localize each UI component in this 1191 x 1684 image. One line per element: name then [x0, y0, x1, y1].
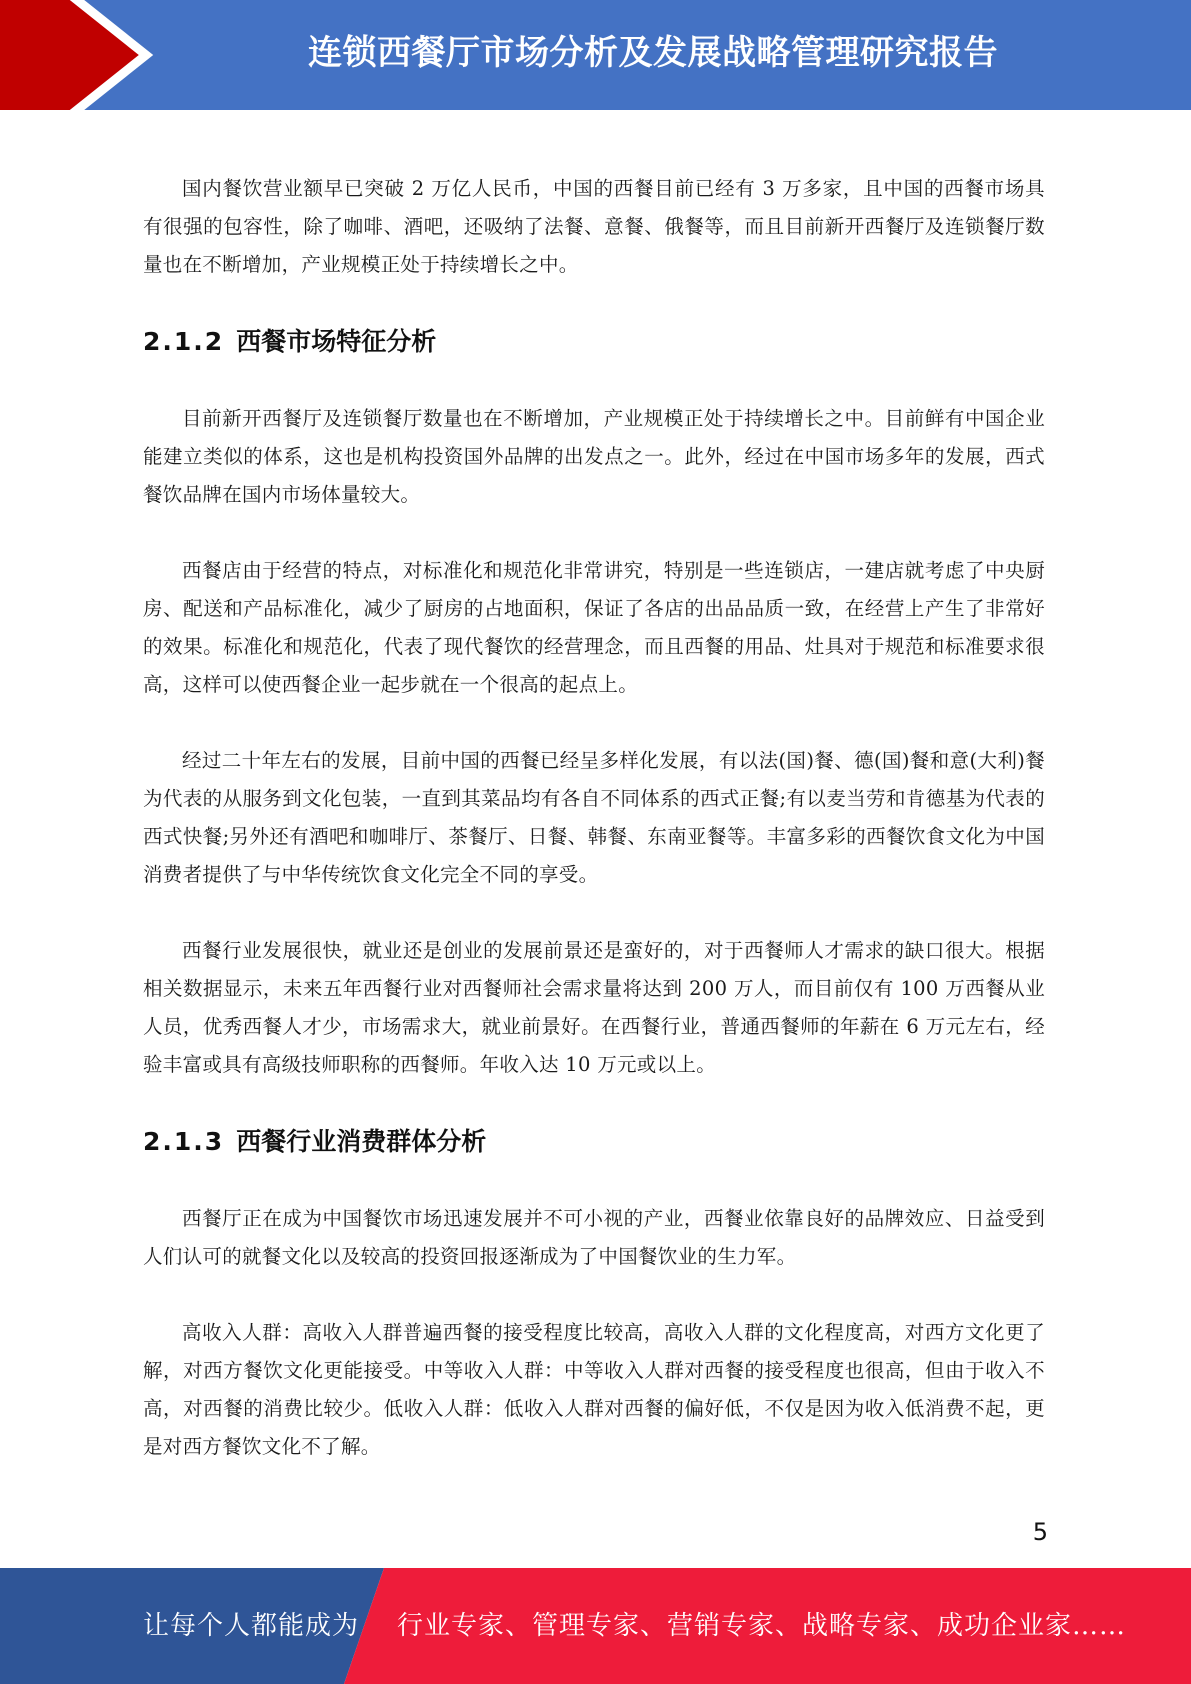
section-number: 2.1.3 — [143, 1127, 225, 1156]
page-header-band — [0, 0, 1191, 110]
report-title: 连锁西餐厅市场分析及发展战略管理研究报告 — [308, 33, 998, 73]
paragraph: 西餐行业发展很快，就业还是创业的发展前景还是蛮好的，对于西餐师人才需求的缺口很大。根据相关数据显示，未来五年西餐行业对西餐师社会需求量将达到 200 万人，而目前仅有 100 万西餐从业人员，优秀西餐人才少，市场需求大，就业前景好。在西餐行业，普通西餐师的年薪在 6 万元左右，经验丰富或具有高级技师职称的西餐师。年收入达 10 万元或以上。 — [143, 939, 1045, 1076]
section-heading-2-1-3 — [143, 1122, 1045, 1162]
page-footer-band — [0, 1568, 1191, 1684]
footer-slogan-left: 让每个人都能成为 — [143, 1611, 360, 1641]
intro-paragraph: 国内餐饮营业额早已突破 2 万亿人民币，中国的西餐目前已经有 3 万多家，且中国的西餐市场具有很强的包容性，除了咖啡、酒吧，还吸纳了法餐、意餐、俄餐等，而且目前新开西餐厅及连锁餐厅数量也在不断增加，产业规模正处于持续增长之中。 — [143, 177, 1045, 276]
section-heading-2-1-2 — [143, 322, 1045, 362]
paragraph: 目前新开西餐厅及连锁餐厅数量也在不断增加，产业规模正处于持续增长之中。目前鲜有中国企业能建立类似的体系，这也是机构投资国外品牌的出发点之一。此外，经过在中国市场多年的发展，西式餐饮品牌在国内市场体量较大。 — [143, 407, 1045, 506]
section-title: 西餐行业消费群体分析 — [236, 1127, 487, 1156]
paragraph: 经过二十年左右的发展，目前中国的西餐已经呈多样化发展，有以法(国)餐、德(国)餐和意(大利)餐为代表的从服务到文化包装，一直到其菜品均有各自不同体系的西式正餐;有以麦当劳和肯德基为代表的西式快餐;另外还有酒吧和咖啡厅、茶餐厅、日餐、韩餐、东南亚餐等。丰富多彩的西餐饮食文化为中国消费者提供了与中华传统饮食文化完全不同的享受。 — [143, 749, 1045, 886]
paragraph: 西餐厅正在成为中国餐饮市场迅速发展并不可小视的产业，西餐业依靠良好的品牌效应、日益受到人们认可的就餐文化以及较高的投资回报逐渐成为了中国餐饮业的生力军。 — [143, 1207, 1045, 1268]
paragraph: 高收入人群：高收入人群普遍西餐的接受程度比较高，高收入人群的文化程度高，对西方文化更了解，对西方餐饮文化更能接受。中等收入人群：中等收入人群对西餐的接受程度也很高，但由于收入不高，对西餐的消费比较少。低收入人群：低收入人群对西餐的偏好低，不仅是因为收入低消费不起，更是对西方餐饮文化不了解。 — [143, 1321, 1045, 1458]
page-number: 5 — [1032, 1518, 1048, 1546]
section-title: 西餐市场特征分析 — [236, 327, 437, 356]
footer-slogan-right: 行业专家、管理专家、营销专家、战略专家、成功企业家…… — [397, 1611, 1127, 1641]
document-body — [143, 170, 1045, 1466]
section-number: 2.1.2 — [143, 327, 225, 356]
paragraph: 西餐店由于经营的特点，对标准化和规范化非常讲究，特别是一些连锁店，一建店就考虑了中央厨房、配送和产品标准化，减少了厨房的占地面积，保证了各店的出品品质一致，在经营上产生了非常好的效果。标准化和规范化，代表了现代餐饮的经营理念，而且西餐的用品、灶具对于规范和标准要求很高，这样可以使西餐企业一起步就在一个很高的起点上。 — [143, 559, 1045, 696]
